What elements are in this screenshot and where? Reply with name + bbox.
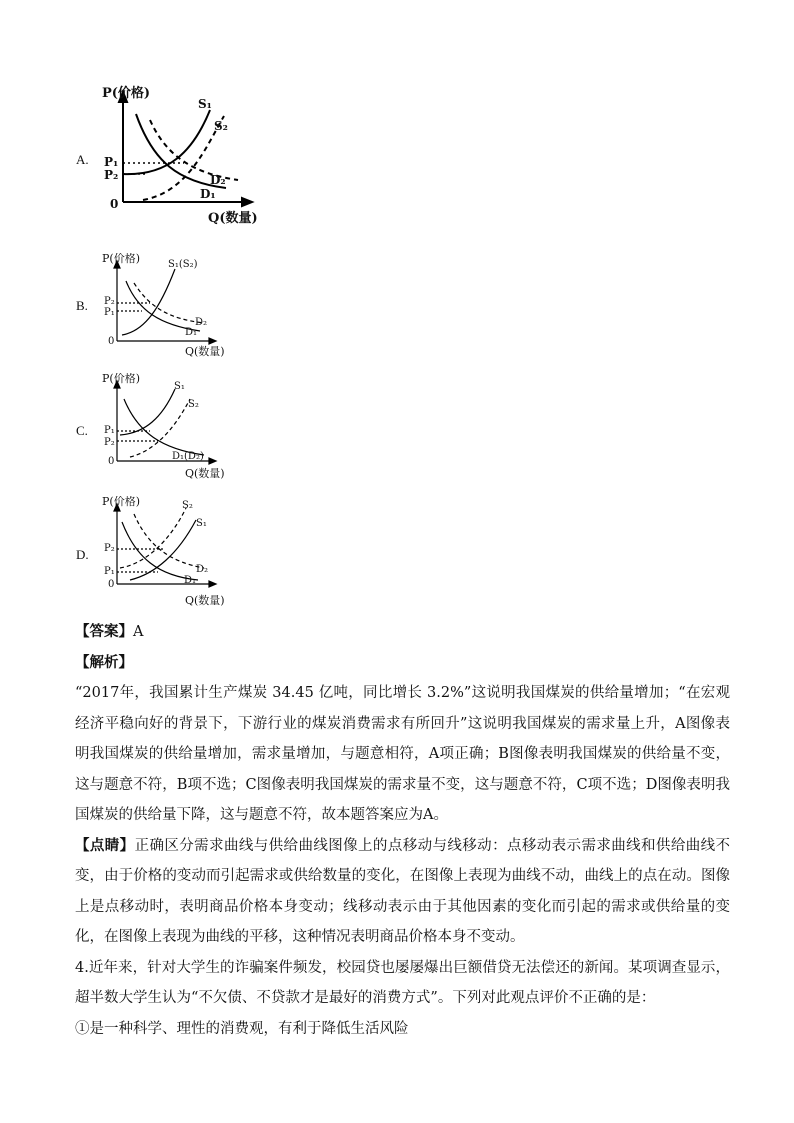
origin-label: 0: [108, 579, 115, 590]
demand-curve-d1: [126, 281, 200, 331]
demand-curve-d1: [122, 522, 198, 580]
tip-paragraph: [75, 831, 730, 953]
p1-label: P₁: [104, 425, 115, 436]
d2-label: D₂: [210, 173, 226, 187]
analysis-text: “2017年，我国累计生产煤炭 34.45 亿吨，同比增长 3.2%”这说明我国煤炭的供给量增加；“在宏观经济平稳向好的背景下，下游行业的煤炭消费需求有所回升”这说明我国煤炭的需求量上升，A图像表明我国煤炭的供给量增加，需求量增加，与题意相符，A项正确；B图像表明我国煤炭的供给量不变，这与题意不符，B项不选；C图像表明我国煤炭的需求量不变，这与题意不符，C项不选；D图像表明我国煤炭的供给量下降，这与题意不符，故本题答案应为A。: [75, 685, 730, 823]
origin-label: 0: [110, 197, 119, 211]
option-letter: C.: [76, 423, 88, 438]
question-4-stem: 4.近年来，针对大学生的诈骗案件频发，校园贷也屡屡爆出巨额借贷无法偿还的新闻。某项调查显示，超半数大学生认为“不欠债、不贷款才是最好的消费方式”。下列对此观点评价不正确的是：: [75, 959, 730, 1006]
tip-tag: 【点睛】: [75, 836, 135, 854]
supply-curve-s2: [130, 399, 190, 457]
answer-tag: 【答案】: [75, 623, 133, 640]
question-4-item-1: ①是一种科学、理性的消费观，有利于降低生活风险: [75, 1020, 409, 1037]
s1-label: S₁: [196, 518, 207, 529]
x-axis-arrow: [209, 458, 216, 464]
s2-label: S₂: [182, 500, 193, 511]
d1-label: D₁: [200, 187, 216, 201]
origin-label: 0: [108, 456, 115, 467]
p2-label: P₂: [104, 437, 115, 448]
chart-option-d: [100, 496, 240, 608]
p1-label: P₁: [104, 307, 115, 318]
x-axis-arrow: [242, 198, 252, 206]
p1-label: P₁: [104, 566, 115, 577]
answer-line: [75, 617, 730, 648]
y-axis-label: P(价格): [102, 253, 140, 265]
d1-label: D₁: [184, 575, 197, 586]
s1-label: S₁: [174, 381, 185, 392]
analysis-tag: 【解析】: [75, 653, 133, 671]
x-axis-label: Q(数量): [185, 345, 225, 358]
s1-s2-label: S₁(S₂): [168, 259, 198, 270]
supply-curve-s1: [120, 389, 175, 435]
s2-label: S₂: [188, 399, 199, 410]
x-axis-label: Q(数量): [208, 211, 258, 226]
p1-label: P₁: [104, 155, 119, 169]
d2-label: D₂: [195, 317, 208, 328]
x-axis-label: Q(数量): [185, 594, 225, 607]
option-letter: A.: [76, 152, 89, 167]
answer-value: A: [133, 624, 144, 640]
y-axis-label: P(价格): [102, 496, 140, 508]
x-axis-arrow: [209, 338, 216, 344]
s2-label: S₂: [214, 119, 228, 133]
y-axis-label: P(价格): [102, 86, 151, 101]
supply-curve-s1: [122, 269, 175, 335]
x-axis-arrow: [209, 581, 216, 587]
origin-label: 0: [108, 336, 115, 347]
s1-label: S₁: [198, 97, 212, 111]
option-letter: B.: [76, 298, 88, 313]
d2-label: D₂: [196, 564, 209, 575]
p2-label: P₂: [104, 543, 115, 554]
answer-block: [75, 617, 730, 1044]
chart-option-c: [100, 373, 240, 483]
p2-label: P₂: [104, 296, 115, 307]
p2-label: P₂: [104, 168, 119, 182]
tip-text: 正确区分需求曲线与供给曲线图像上的点移动与线移动：点移动表示需求曲线和供给曲线不变，由于价格的变动而引起需求或供给数量的变化，在图像上表现为曲线不动，曲线上的点在动。图像上是点移动时，表明商品价格本身变动；线移动表示由于其他因素的变化而引起的需求或供给量的变化，在图像上表现为曲线的平移，这种情况表明商品价格本身不变动。: [75, 837, 731, 945]
y-axis-label: P(价格): [102, 373, 140, 385]
chart-option-a: [98, 82, 278, 230]
d1-label: D₁: [185, 327, 198, 338]
option-letter: D.: [76, 547, 89, 562]
demand-curve-d2: [134, 283, 204, 323]
d1-d2-label: D₁(D₂): [172, 451, 204, 462]
x-axis-label: Q(数量): [185, 467, 225, 480]
demand-curve-d2: [134, 514, 204, 568]
chart-option-b: [100, 253, 240, 359]
